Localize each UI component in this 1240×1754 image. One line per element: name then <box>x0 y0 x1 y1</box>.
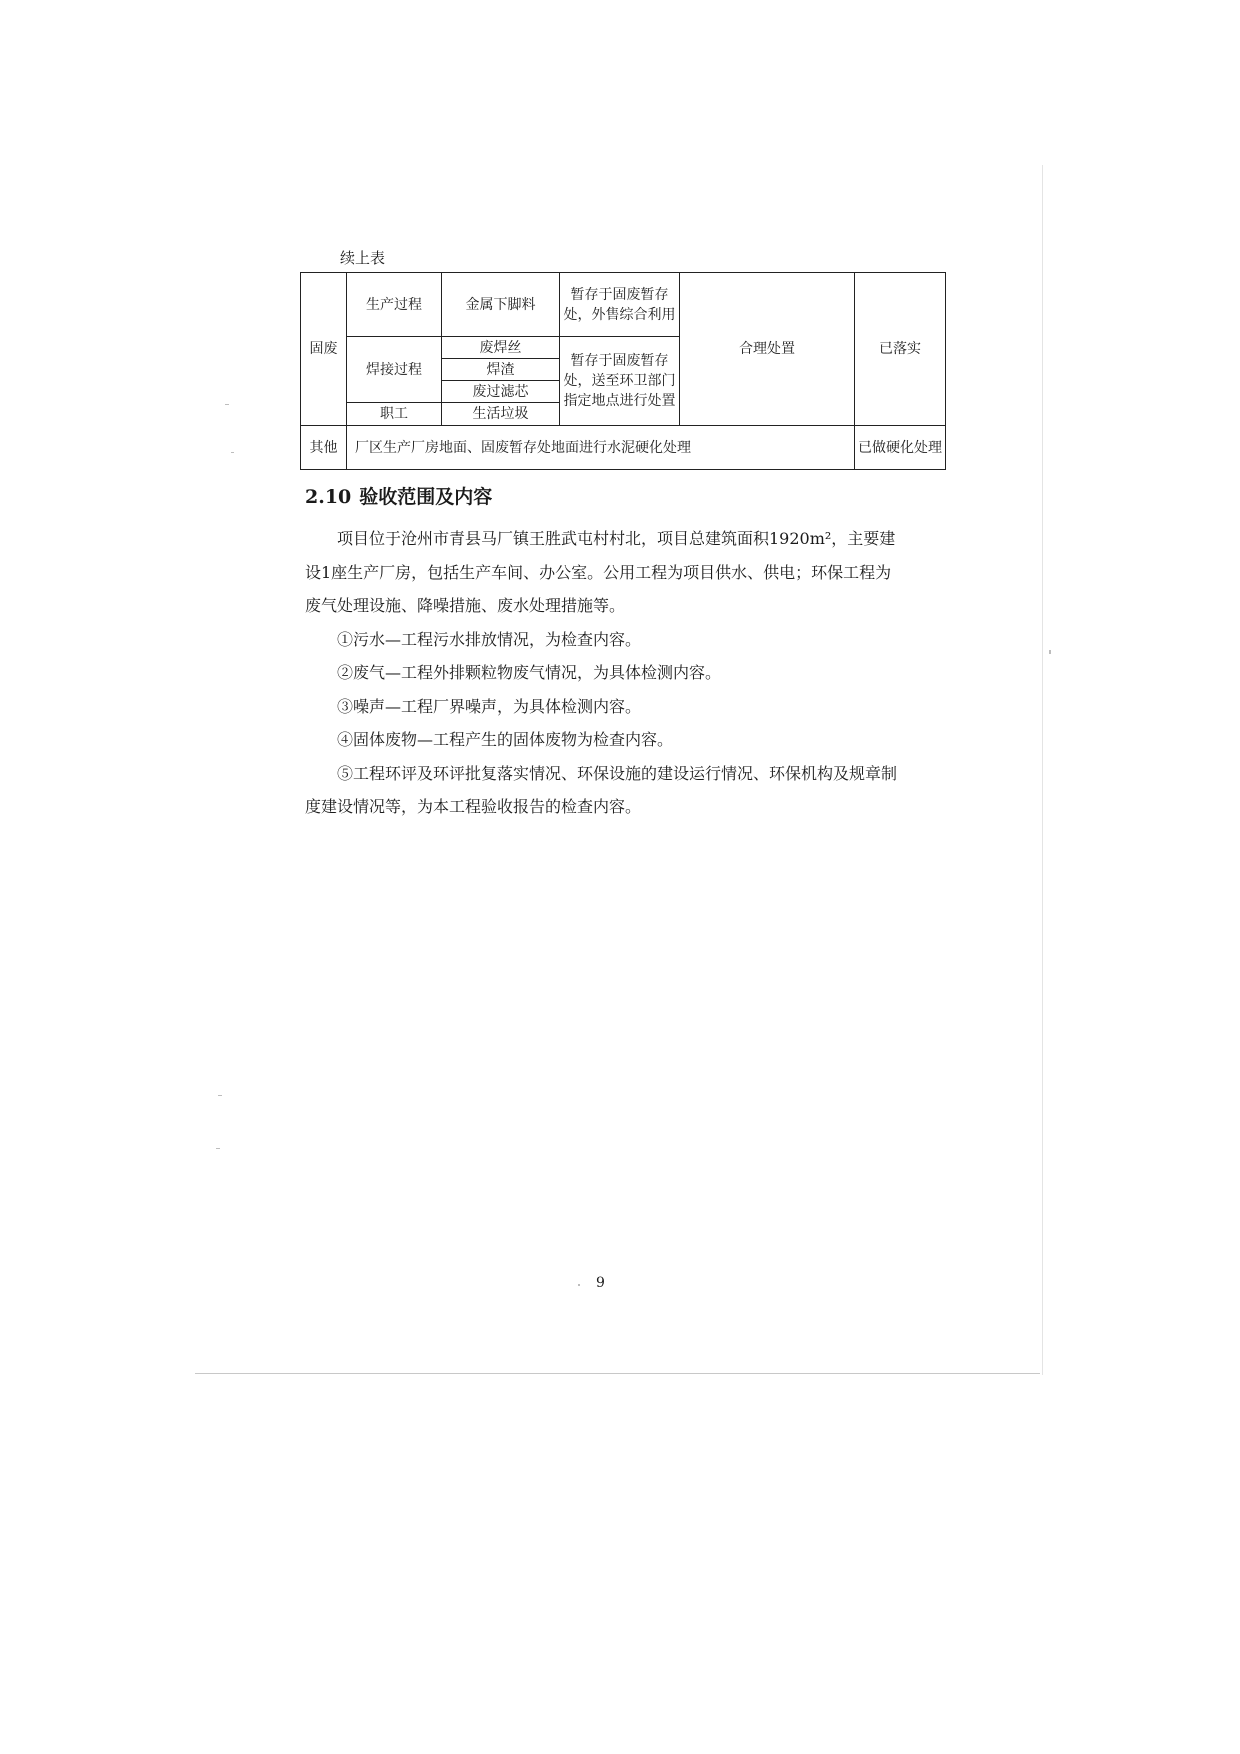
disposal-method-cell: 暂存于固废暂存处，外售综合利用 <box>560 273 680 337</box>
scan-speck <box>231 452 234 453</box>
source-cell: 焊接过程 <box>347 337 442 403</box>
category-cell: 固废 <box>301 273 347 426</box>
scan-speck <box>1049 650 1051 654</box>
category-cell: 其他 <box>301 426 347 470</box>
solid-waste-table <box>300 272 946 470</box>
section-title: 验收范围及内容 <box>359 486 493 508</box>
list-item: ④固体废物—工程产生的固体废物为检查内容。 <box>337 730 674 749</box>
table-continued-caption: 续上表 <box>340 249 386 267</box>
status-cell: 已落实 <box>855 273 946 426</box>
scan-speck <box>218 1095 222 1096</box>
list-item: ③噪声—工程厂界噪声，为具体检测内容。 <box>337 696 642 716</box>
waste-name-cell: 废焊丝 <box>442 337 560 359</box>
list-item: ⑤工程环评及环评批复落实情况、环保设施的建设运行情况、环保机构及规章制度建设情况等，为本工程验收报告的检查内容。 <box>305 763 898 816</box>
source-cell: 职工 <box>347 403 442 426</box>
section-heading <box>305 484 492 510</box>
scan-edge-right <box>1042 165 1043 1375</box>
table-row <box>301 273 946 337</box>
waste-name-cell: 金属下脚料 <box>442 273 560 337</box>
section-number: 2.10 <box>305 486 352 508</box>
table-row <box>301 426 946 470</box>
list-item: ①污水—工程污水排放情况，为检查内容。 <box>337 629 642 649</box>
source-cell: 生产过程 <box>347 273 442 337</box>
status-cell: 已做硬化处理 <box>855 426 946 470</box>
scan-speck <box>225 404 229 405</box>
disposal-method-cell: 暂存于固废暂存处，送至环卫部门指定地点进行处置 <box>560 337 680 426</box>
page-number: 9 <box>596 1275 605 1291</box>
list-item: ②废气—工程外排颗粒物废气情况，为具体检测内容。 <box>337 663 722 682</box>
waste-name-cell: 焊渣 <box>442 359 560 381</box>
scan-edge-bottom <box>195 1373 1040 1374</box>
measure-description-cell: 厂区生产厂房地面、固废暂存处地面进行水泥硬化处理 <box>347 426 855 470</box>
requirement-cell: 合理处置 <box>680 273 855 426</box>
waste-name-cell: 生活垃圾 <box>442 403 560 426</box>
scan-speck <box>216 1148 220 1149</box>
intro-paragraph: 项目位于沧州市青县马厂镇王胜武屯村村北，项目总建筑面积1920m²，主要建设1座生产厂房，包括生产车间、办公室。公用工程为项目供水、供电；环保工程为废气处理设施、降噪措施、废水处理措施等。 <box>305 529 896 615</box>
waste-name-cell: 废过滤芯 <box>442 381 560 403</box>
section-body <box>305 522 905 824</box>
scan-speck <box>578 1284 580 1286</box>
